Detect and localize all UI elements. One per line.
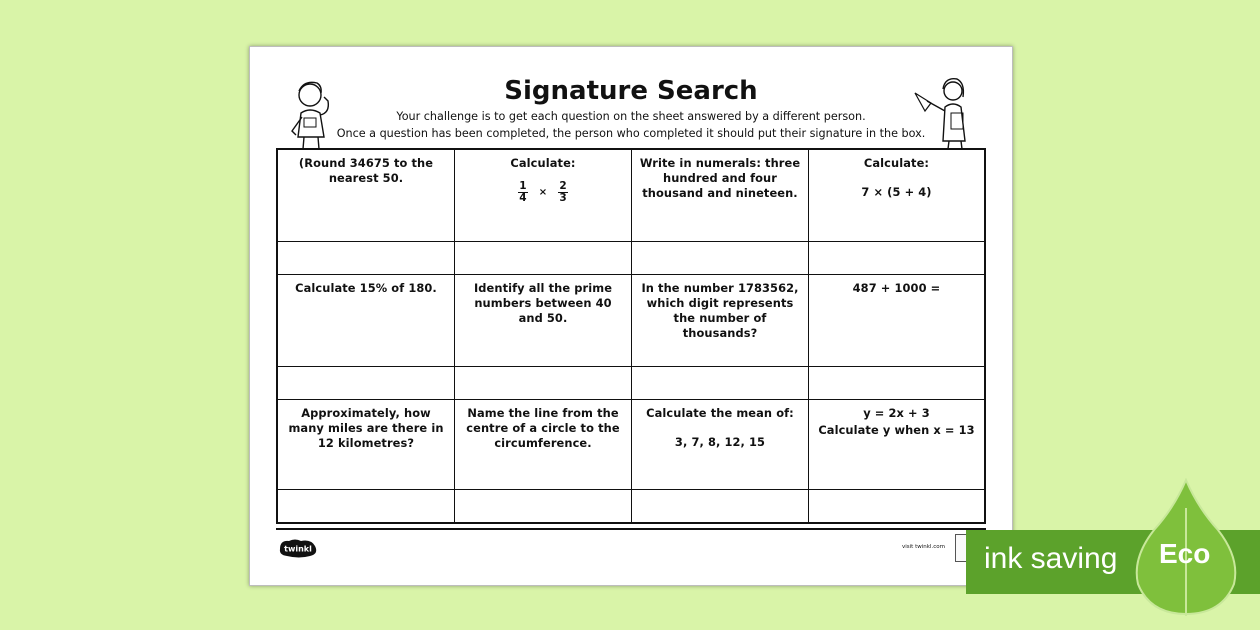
question-cell-8 [809, 275, 984, 400]
signature-box[interactable] [278, 489, 454, 522]
signature-box[interactable] [455, 489, 631, 522]
multiply-sign: × [538, 187, 548, 198]
footer-url[interactable]: visit twinkl.com [902, 544, 945, 550]
question-text: Approximately, how many miles are there in 12 kilometres? [288, 406, 444, 450]
question-cell-11 [632, 400, 809, 522]
question-cell-3 [632, 150, 809, 275]
question-cell-1 [278, 150, 455, 275]
question-text: Identify all the prime numbers between 40 and 50. [473, 281, 613, 325]
signature-box[interactable] [632, 241, 808, 274]
page-title: Signature Search [504, 76, 758, 106]
question-cell-5 [278, 275, 455, 400]
question-text: Name the line from the centre of a circle to the circumference. [466, 406, 620, 450]
question-cell-10 [455, 400, 632, 522]
question-equation: y = 2x + 3 [863, 406, 930, 420]
footer-divider [276, 528, 986, 530]
question-text: Calculate the mean of: [646, 406, 794, 420]
question-grid [276, 148, 986, 524]
fraction-expression [461, 181, 625, 204]
question-cell-9 [278, 400, 455, 522]
question-text: Calculate y when x = 13 [818, 423, 975, 437]
question-text: 487 + 1000 = [852, 281, 941, 295]
signature-box[interactable] [278, 241, 454, 274]
question-text: Calculate: [863, 156, 930, 170]
signature-box[interactable] [632, 489, 808, 522]
question-expression: 7 × (5 + 4) [861, 185, 932, 199]
question-text: In the number 1783562, which digit represents the number of thousands? [641, 281, 799, 340]
signature-box[interactable] [809, 489, 984, 522]
question-text: Calculate: [510, 156, 576, 170]
question-cell-6 [455, 275, 632, 400]
question-cell-4 [809, 150, 984, 275]
signature-box[interactable] [278, 366, 454, 399]
worksheet-page [249, 46, 1013, 586]
signature-box[interactable] [809, 366, 984, 399]
signature-box[interactable] [809, 241, 984, 274]
child-writing-illustration [911, 75, 977, 149]
signature-box[interactable] [455, 241, 631, 274]
fraction-one-quarter: $\frac{1}{4}$ [519, 180, 527, 204]
eco-badge-label: Eco [1159, 538, 1211, 569]
intro-text-line-1: Your challenge is to get each question on the sheet answered by a different person. [396, 110, 866, 123]
twinkl-logo[interactable] [277, 537, 319, 559]
fraction-two-thirds: $\frac{2}{3}$ [559, 180, 567, 204]
signature-box[interactable] [632, 366, 808, 399]
twinkl-logo-text: twinkl [284, 544, 312, 554]
question-cell-12 [809, 400, 984, 522]
question-cell-2 [455, 150, 632, 275]
question-text: Calculate 15% of 180. [295, 281, 437, 295]
intro-text-line-2: Once a question has been completed, the person who completed it should put their signature in the box. [336, 127, 926, 140]
signature-box[interactable] [455, 366, 631, 399]
question-text: (Round 34675 to the nearest 50. [298, 156, 434, 185]
ink-saving-label: ink saving [984, 542, 1118, 575]
question-cell-7 [632, 275, 809, 400]
question-text: Write in numerals: three hundred and four thousand and nineteen. [639, 156, 801, 200]
question-values: 3, 7, 8, 12, 15 [674, 435, 766, 449]
